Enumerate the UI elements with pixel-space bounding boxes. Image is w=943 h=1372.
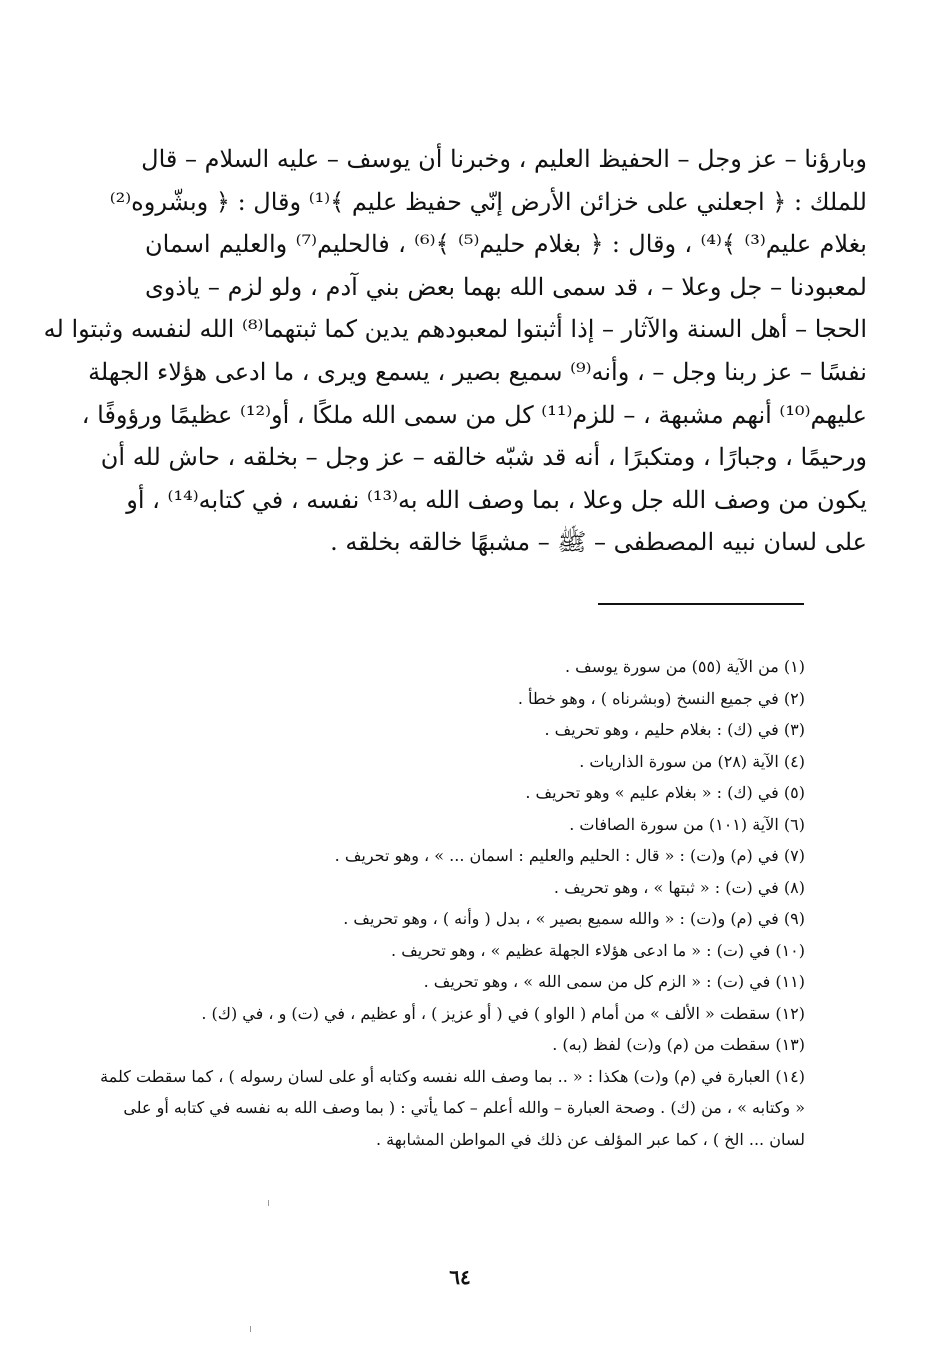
footnote-divider — [598, 603, 804, 605]
footnote: (١١) في (ت) : « الزم كل من سمى الله » ، وهو تحريف . — [423, 972, 805, 991]
footnote: (٥) في (ك) : « بغلام عليم » وهو تحريف . — [525, 783, 805, 802]
footnote: (١٠) في (ت) : « ما ادعى هؤلاء الجهلة عظيم » ، وهو تحريف . — [391, 940, 805, 960]
footnote-continuation: لسان ... الخ ) ، كما عبر المؤلف عن ذلك في المواطن المشابهة . — [375, 1129, 805, 1149]
footnote: (١٢) سقطت « الألف » من أمام ( الواو ) في ( أو عزيز ) ، أو عظيم ، في (ت) و ، في (ك) . — [201, 1003, 805, 1023]
main-text-line: يكون من وصف الله جل وعلا ، بما وصف الله به⁽¹³⁾ نفسه ، في كتابه⁽¹⁴⁾ ، أو — [126, 485, 867, 514]
footnote: (٧) في (م) و(ت) : « قال : الحليم والعليم : اسمان ... » ، وهو تحريف . — [334, 846, 805, 865]
main-text-line: بغلام عليم⁽³⁾ ﴾⁽⁴⁾ ، وقال : ﴿ بغلام حليم⁽⁵⁾ ﴾⁽⁶⁾ ، فالحليم⁽⁷⁾ والعليم اسمان — [145, 230, 867, 259]
footnote: (٨) في (ت) : « ثبتها » ، وهو تحريف . — [553, 877, 805, 897]
footnote: (١) من الآية (٥٥) من سورة يوسف . — [564, 657, 805, 676]
page-number: ٦٤ — [449, 1265, 471, 1289]
main-text-line: ورحيمًا ، وجبارًا ، ومتكبرًا ، أنه قد شبّه خالقه – عز وجل – بخلقه ، حاش لله أن — [100, 443, 867, 472]
footnote: (٤) الآية (٢٨) من سورة الذاريات . — [579, 751, 805, 771]
scan-speck — [268, 1200, 269, 1206]
footnotes-block — [100, 651, 805, 1155]
main-text-line: الحجا – أهل السنة والآثار – إذا أثبتوا لمعبودهم يدين كما ثبتهما⁽⁸⁾ الله لنفسه وثبتوا له — [43, 315, 867, 344]
footnote: (١٣) سقطت من (م) و(ت) لفظ (به) . — [552, 1035, 805, 1054]
main-text-block — [43, 138, 867, 564]
footnote: (٢) في جميع النسخ (وبشرناه ) ، وهو خطأ . — [517, 688, 805, 708]
main-text-line: على لسان نبيه المصطفى – ﷺ – مشبهًا خالقه بخلقه . — [330, 528, 867, 557]
main-text-line: نفسًا – عز ربنا وجل – ، وأنه⁽⁹⁾ سميع بصير ، يسمع ويرى ، ما ادعى هؤلاء الجهلة — [88, 357, 867, 386]
main-text-line: لمعبودنا – جل وعلا – ، قد سمى الله بهما بعض بني آدم ، ولو لزم – ياذوى — [145, 272, 867, 301]
footnote: (٩) في (م) و(ت) : « والله سميع بصير » ، بدل ( وأنه ) ، وهو تحريف . — [343, 909, 805, 928]
scan-speck — [250, 1326, 251, 1332]
footnote: (٣) في (ك) : بغلام حليم ، وهو تحريف . — [544, 720, 805, 739]
footnote: (٦) الآية (١٠١) من سورة الصافات . — [569, 814, 805, 834]
footnote-continuation: « وكتابه » ، من (ك) . وصحة العبارة – والله أعلم – كما يأتي : ( بما وصف الله به نفسه في كتابه أو على — [123, 1098, 805, 1117]
main-text-line: وبارؤنا – عز وجل – الحفيظ العليم ، وخبرنا أن يوسف – عليه السلام – قال — [141, 145, 867, 173]
footnote: (١٤) العبارة في (م) و(ت) هكذا : « .. بما وصف الله نفسه وكتابه أو على لسان رسوله ) ، كما سقطت كلمة — [100, 1066, 805, 1086]
main-text-line: للملك : ﴿ اجعلني على خزائن الأرض إنّي حفيظ عليم ﴾⁽¹⁾ وقال : ﴿ وبشّروه⁽²⁾ — [109, 187, 867, 216]
main-text-line: عليهم⁽¹⁰⁾ أنهم مشبهة ، – للزم⁽¹¹⁾ كل من سمى الله ملكًا ، أو⁽¹²⁾ عظيمًا ورؤوفًا ، — [81, 400, 867, 429]
